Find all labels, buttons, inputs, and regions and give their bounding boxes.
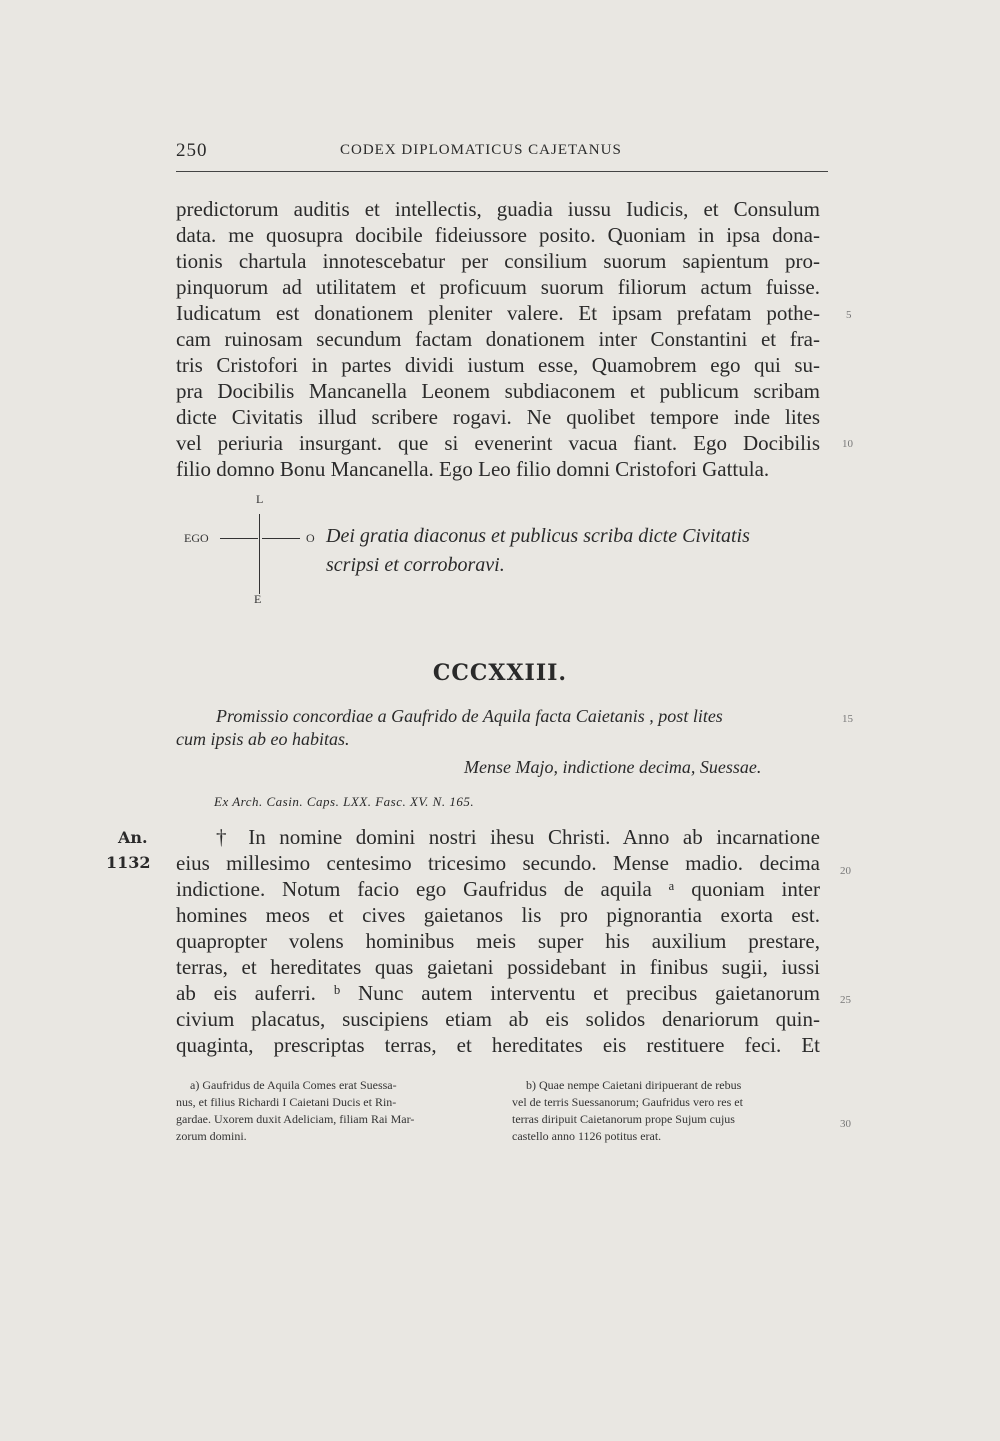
- text-line: indictione. Notum facio ego Gaufridus de aquila ᵃ quoniam inter: [176, 877, 820, 901]
- archival-source: Ex Arch. Casin. Caps. LXX. Fasc. XV. N. 165.: [214, 794, 475, 809]
- body-line: dicte Civitatis illud scribere rogavi. Ne quolibet tempore inde lites: [176, 405, 820, 429]
- text-line: civium placatus, suscipiens etiam ab eis solidos denariorum quin-: [176, 1007, 820, 1031]
- signature-line: scripsi et corroboravi.: [326, 554, 505, 576]
- footnote-a-line: nus, et filius Richardi I Caietani Ducis et Rin-: [176, 1095, 397, 1109]
- body-line: filio domno Bonu Mancanella. Ego Leo filio domni Cristofori Gattula.: [176, 457, 770, 481]
- body-line: data. me quosupra docibile fideiussore posito. Quoniam in ipsa dona-: [176, 223, 820, 247]
- document-number: CCCXXIII.: [432, 660, 568, 686]
- monogram-letter-right: O: [306, 531, 315, 545]
- line-number: 10: [842, 438, 853, 450]
- running-title: CODEX DIPLOMATICUS CAJETANUS: [340, 142, 622, 158]
- monogram-letter-top: L: [256, 492, 264, 506]
- text-line: ab eis auferri. ᵇ Nunc autem interventu et precibus gaietanorum: [176, 981, 820, 1005]
- text-line: eius millesimo centesimo tricesimo secundo. Mense madio. decima: [176, 851, 820, 875]
- footnote-b-line: b) Quae nempe Caietani diripuerant de rebus: [526, 1078, 742, 1092]
- monogram-letter-left: EGO: [184, 531, 209, 545]
- footnote-b-line: terras diripuit Caietanorum prope Sujum cujus: [512, 1112, 735, 1126]
- monogram-letter-bottom: E: [254, 592, 262, 606]
- document-date: Mense Majo, indictione decima, Suessae.: [464, 757, 762, 777]
- line-number: 5: [846, 309, 852, 321]
- footnote-a-line: gardae. Uxorem duxit Adeliciam, filiam Rai Mar-: [176, 1112, 415, 1126]
- header-rule: [176, 171, 828, 172]
- signature-line: Dei gratia diaconus et publicus scriba dicte Civitatis: [326, 525, 750, 547]
- monogram-stroke-vertical: [259, 514, 260, 594]
- text-line: † In nomine domini nostri ihesu Christi. Anno ab incarnatione: [216, 825, 820, 849]
- body-line: pra Docibilis Mancanella Leonem subdiaconem et publicum scribam: [176, 379, 820, 403]
- regest-line: Promissio concordiae a Gaufrido de Aquila facta Caietanis , post lites: [216, 706, 723, 726]
- body-line: vel periuria insurgant. que si evenerint vacua fiant. Ego Docibilis: [176, 431, 820, 455]
- footnote-b-line: vel de terris Suessanorum; Gaufridus vero res et: [512, 1095, 743, 1109]
- body-line: Iudicatum est donationem pleniter valere. Et ipsam prefatam pothe-: [176, 301, 820, 325]
- body-line: cam ruinosam secundum factam donationem inter Constantini et fra-: [176, 327, 820, 351]
- notarial-monogram: [184, 492, 334, 612]
- page-header: [176, 140, 828, 168]
- line-number: 30: [840, 1118, 851, 1130]
- year-label: 1132: [106, 853, 151, 872]
- footnote-b-line: castello anno 1126 potitus erat.: [512, 1129, 662, 1143]
- line-number: 20: [840, 865, 851, 877]
- text-line: quapropter volens hominibus meis super his auxilium prestare,: [176, 929, 820, 953]
- body-line: predictorum auditis et intellectis, guadia iussu Iudicis, et Consulum: [176, 197, 820, 221]
- year-label: An.: [118, 828, 148, 847]
- body-line: tionis chartula innotescebatur per consilium suorum sapientum pro-: [176, 249, 820, 273]
- page-number: 250: [176, 140, 208, 161]
- line-number: 15: [842, 713, 853, 725]
- text-line: quaginta, prescriptas terras, et hereditates eis restituere feci. Et: [176, 1033, 820, 1057]
- text-line: homines meos et cives gaietanos lis pro pignorantia exorta est.: [176, 903, 820, 927]
- monogram-stroke-right: [262, 538, 300, 539]
- body-line: tris Cristofori in partes dividi iustum esse, Quamobrem ego qui su-: [176, 353, 820, 377]
- text-line: terras, et hereditates quas gaietani possidebant in finibus sugii, iussi: [176, 955, 820, 979]
- footnote-a-line: a) Gaufridus de Aquila Comes erat Suessa-: [190, 1078, 397, 1092]
- monogram-stroke-left: [220, 538, 258, 539]
- body-line: pinquorum ad utilitatem et proficuum suorum filiorum actum fuisse.: [176, 275, 820, 299]
- footnote-a-line: zorum domini.: [176, 1129, 247, 1143]
- line-number: 25: [840, 994, 851, 1006]
- regest-line: cum ipsis ab eo habitas.: [176, 729, 350, 749]
